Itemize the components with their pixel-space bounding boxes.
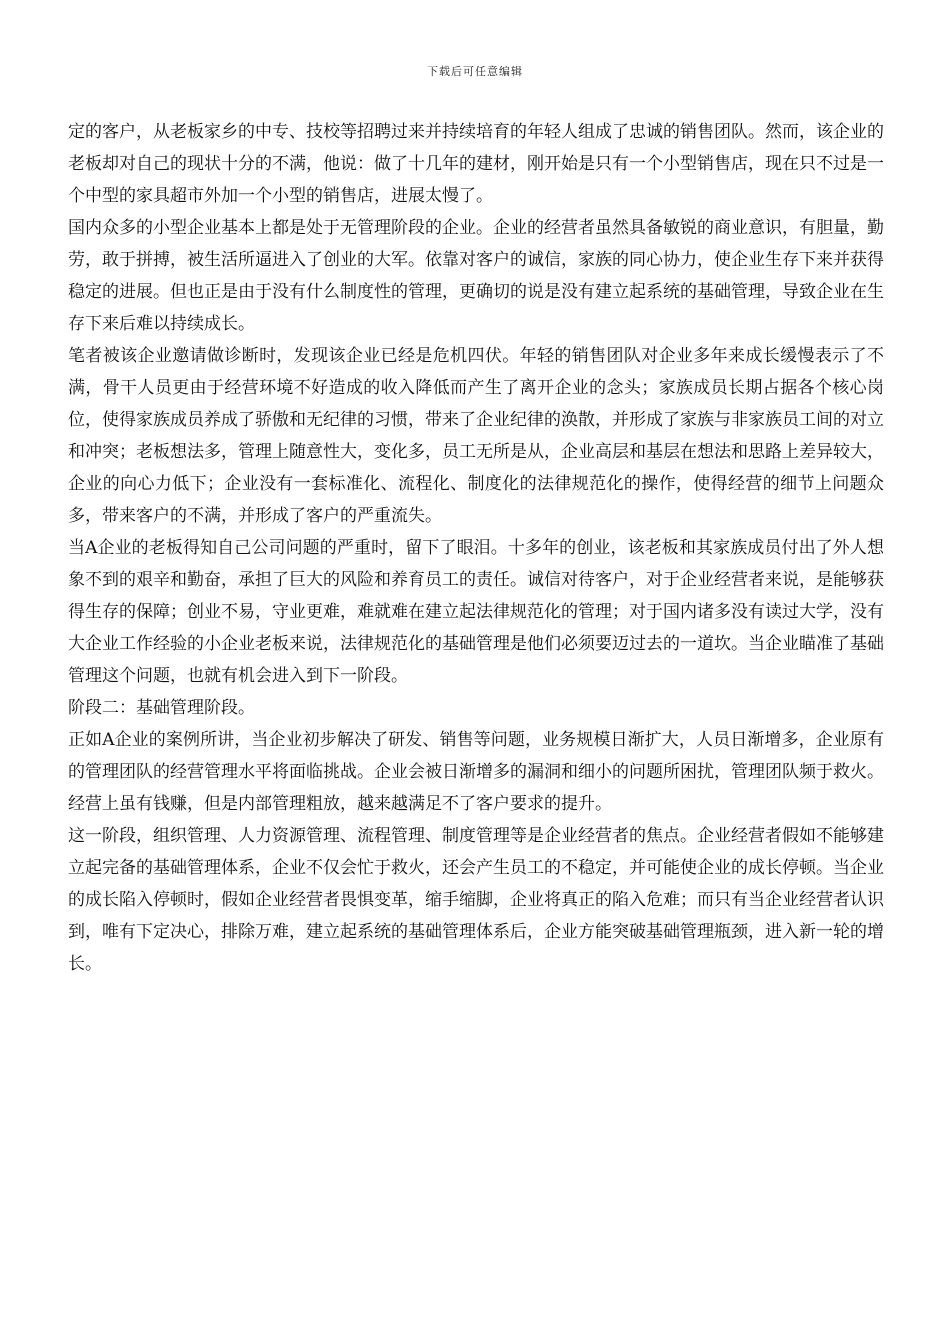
document-body <box>68 116 884 980</box>
paragraph-small-enterprises: 国内众多的小型企业基本上都是处于无管理阶段的企业。企业的经营者虽然具备敏锐的商业意识，有胆量，勤劳，敢于拼搏，被生活所逼进入了创业的大军。依靠对客户的诚信，家族的同心协力，使企业生存下来并获得稳定的进展。但也正是由于没有什么制度性的管理，更确切的说是没有建立起系统的基础管理，导致企业在生存下来后难以持续成长。 <box>68 218 884 334</box>
paragraph-diagnosis: 笔者被该企业邀请做诊断时，发现该企业已经是危机四伏。年轻的销售团队对企业多年来成长缓慢表示了不满，骨干人员更由于经营环境不好造成的收入降低而产生了离开企业的念头；家族成员长期占据各个核心岗位，使得家族成员养成了骄傲和无纪律的习惯，带来了企业纪律的涣散，并形成了家族与非家族员工间的对立和冲突；老板想法多，管理上随意性大，变化多，员工无所是从，企业高层和基层在想法和思路上差异较大，企业的向心力低下；企业没有一套标准化、流程化、制度化的法律规范化的操作，使得经营的细节上问题众多，带来客户的不满，并形成了客户的严重流失。 <box>68 346 884 526</box>
paragraph-owner-tears: 当A企业的老板得知自己公司问题的严重时，留下了眼泪。十多年的创业，该老板和其家族成员付出了外人想象不到的艰辛和勤奋，承担了巨大的风险和养育员工的责任。诚信对待客户，对于企业经营者来说，是能够获得生存的保障；创业不易，守业更难，难就难在建立起法律规范化的管理；对于国内诸多没有读过大学，没有大企业工作经验的小企业老板来说，法律规范化的基础管理是他们必须要迈过去的一道坎。当企业瞄准了基础管理这个问题，也就有机会进入到下一阶段。 <box>68 538 884 686</box>
paragraph-customers: 定的客户，从老板家乡的中专、技校等招聘过来并持续培育的年轻人组成了忠诚的销售团队。然而，该企业的老板却对自己的现状十分的不满，他说：做了十几年的建材，刚开始是只有一个小型销售店，现在只不过是一个中型的家具超市外加一个小型的销售店，进展太慢了。 <box>68 122 884 206</box>
paragraph-stage-focus: 这一阶段，组织管理、人力资源管理、流程管理、制度管理等是企业经营者的焦点。企业经营者假如不能够建立起完备的基础管理体系，企业不仅会忙于救火，还会产生员工的不稳定，并可能使企业的成长停顿。当企业的成长陷入停顿时，假如企业经营者畏惧变革，缩手缩脚，企业将真正的陷入危难；而只有当企业经营者认识到，唯有下定决心，排除万难，建立起系统的基础管理体系后，企业方能突破基础管理瓶颈，进入新一轮的增长。 <box>68 826 884 974</box>
section-heading-stage-two: 阶段二：基础管理阶段。 <box>68 698 255 718</box>
page-header: 下载后可任意编辑 <box>427 65 523 78</box>
paragraph-case-a: 正如A企业的案例所讲，当企业初步解决了研发、销售等问题，业务规模日渐扩大，人员日渐增多，企业原有的管理团队的经营管理水平将面临挑战。企业会被日渐增多的漏洞和细小的问题所困扰，管理团队频于救火。经营上虽有钱赚，但是内部管理粗放，越来越满足不了客户要求的提升。 <box>68 730 884 814</box>
